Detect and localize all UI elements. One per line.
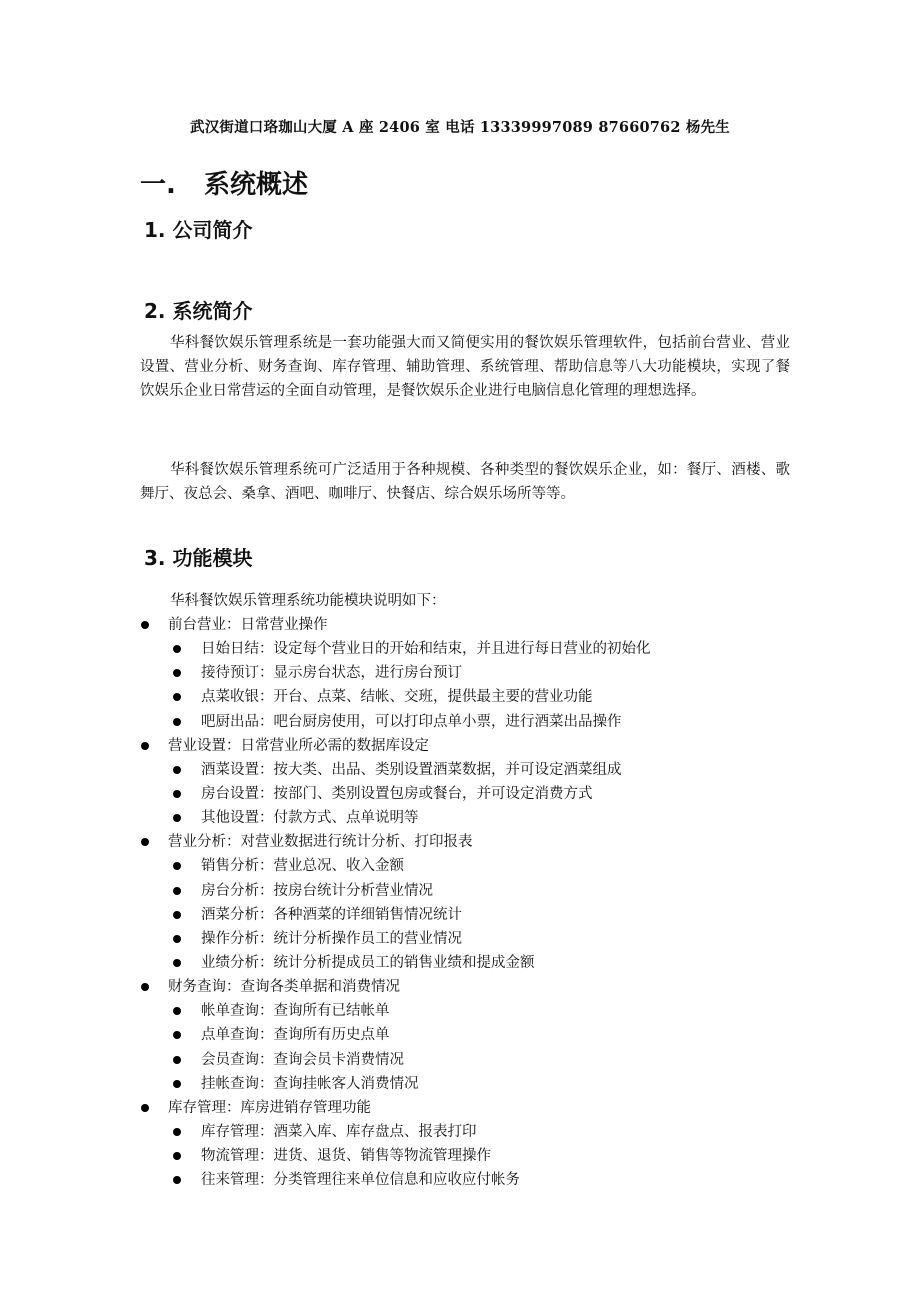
module-label: 营业设置：日常营业所必需的数据库设定 bbox=[168, 737, 429, 754]
module-subitem-label: 会员查询：查询会员卡消费情况 bbox=[201, 1051, 404, 1068]
bullet-icon bbox=[173, 1128, 181, 1136]
module-subitem-label: 点菜收银：开台、点菜、结帐、交班，提供最主要的营业功能 bbox=[201, 689, 593, 706]
module-subitem bbox=[140, 927, 800, 951]
module-subitem-label: 业绩分析：统计分析提成员工的销售业绩和提成金额 bbox=[201, 954, 535, 971]
modules-intro-text: 华科餐饮娱乐管理系统功能模块说明如下： bbox=[170, 593, 446, 609]
module-subitem bbox=[140, 637, 800, 661]
module-subitem bbox=[140, 1120, 800, 1144]
module-subitem bbox=[140, 1144, 800, 1168]
bullet-icon bbox=[173, 669, 181, 677]
module-subitem bbox=[140, 1168, 800, 1192]
section-heading-system-overview bbox=[140, 164, 308, 201]
bullet-icon bbox=[173, 814, 181, 822]
module-item bbox=[140, 1096, 800, 1120]
bullet-icon bbox=[173, 645, 181, 653]
bullet-icon bbox=[173, 1056, 181, 1064]
heading-company-intro: 1. 公司简介 bbox=[144, 218, 253, 242]
module-subitem bbox=[140, 1048, 800, 1072]
module-subitem bbox=[140, 903, 800, 927]
module-subitem-label: 酒菜分析：各种酒菜的详细销售情况统计 bbox=[201, 906, 462, 923]
module-label: 前台营业：日常营业操作 bbox=[168, 617, 328, 633]
module-label: 财务查询：查询各类单据和消费情况 bbox=[168, 979, 400, 996]
bullet-icon bbox=[173, 1152, 181, 1160]
module-subitem-label: 销售分析：营业总况、收入金额 bbox=[201, 858, 404, 875]
module-item bbox=[140, 975, 800, 999]
bullet-icon bbox=[173, 935, 181, 943]
bullet-icon bbox=[173, 862, 181, 870]
bullet-icon bbox=[173, 1031, 181, 1039]
module-subitem bbox=[140, 951, 800, 975]
module-subitem-label: 点单查询：查询所有历史点单 bbox=[201, 1027, 390, 1044]
bullet-icon bbox=[141, 983, 149, 991]
module-subitem bbox=[140, 1072, 800, 1096]
module-subitem bbox=[140, 685, 800, 709]
bullet-icon bbox=[141, 621, 149, 629]
bullet-icon bbox=[141, 742, 149, 750]
module-subitem-label: 库存管理：酒菜入库、库存盘点、报表打印 bbox=[201, 1123, 477, 1140]
module-subitem bbox=[140, 758, 800, 782]
module-subitem-label: 挂帐查询：查询挂帐客人消费情况 bbox=[201, 1075, 419, 1092]
system-intro-paragraph-1: 华科餐饮娱乐管理系统是一套功能强大而又简便实用的餐饮娱乐管理软件，包括前台营业、营业设置、营业分析、财务查询、库存管理、辅助管理、系统管理、帮助信息等八大功能模块，实现了餐饮娱乐企业日常营运的全面自动管理，是餐饮娱乐企业进行电脑信息化管理的理想选择。 bbox=[140, 335, 790, 400]
module-subitem-label: 往来管理：分类管理往来单位信息和应收应付帐务 bbox=[201, 1172, 520, 1189]
module-subitem-label: 操作分析：统计分析操作员工的营业情况 bbox=[201, 930, 462, 947]
heading-system-intro: 2. 系统简介 bbox=[144, 299, 253, 323]
bullet-icon bbox=[173, 766, 181, 774]
module-item bbox=[140, 830, 800, 854]
module-item bbox=[140, 613, 800, 637]
module-subitem bbox=[140, 854, 800, 878]
bullet-icon bbox=[173, 718, 181, 726]
bullet-icon bbox=[173, 1007, 181, 1015]
module-subitem-label: 物流管理：进货、退货、销售等物流管理操作 bbox=[201, 1148, 491, 1165]
section-title: 系统概述 bbox=[204, 170, 309, 200]
module-subitem-label: 酒菜设置：按大类、出品、类别设置酒菜数据，并可设定酒菜组成 bbox=[201, 761, 622, 778]
bullet-icon bbox=[173, 1080, 181, 1088]
module-subitem-label: 帐单查询：查询所有已结帐单 bbox=[201, 1003, 390, 1020]
module-subitem-label: 接待预订：显示房台状态，进行房台预订 bbox=[201, 665, 462, 682]
module-item bbox=[140, 734, 800, 758]
module-subitem bbox=[140, 1023, 800, 1047]
module-subitem bbox=[140, 710, 800, 734]
bullet-icon bbox=[173, 790, 181, 798]
module-subitem bbox=[140, 806, 800, 830]
section-number: 一. bbox=[140, 170, 176, 200]
module-label: 库存管理：库房进销存管理功能 bbox=[168, 1099, 371, 1116]
heading-function-modules: 3. 功能模块 bbox=[144, 546, 253, 570]
bullet-icon bbox=[173, 959, 181, 967]
bullet-icon bbox=[173, 693, 181, 701]
module-subitem-label: 吧厨出品：吧台厨房使用，可以打印点单小票，进行酒菜出品操作 bbox=[201, 713, 622, 730]
module-subitem bbox=[140, 999, 800, 1023]
contact-header: 武汉街道口珞珈山大厦 A 座 2406 室 电话 13339997089 87660762 杨先生 bbox=[190, 119, 730, 136]
bullet-icon bbox=[141, 1104, 149, 1112]
module-label: 营业分析：对营业数据进行统计分析、打印报表 bbox=[168, 834, 473, 851]
module-subitem-label: 其他设置：付款方式、点单说明等 bbox=[201, 810, 419, 827]
module-subitem-label: 日始日结：设定每个营业日的开始和结束，并且进行每日营业的初始化 bbox=[201, 641, 651, 658]
module-subitem-label: 房台设置：按部门、类别设置包房或餐台，并可设定消费方式 bbox=[201, 785, 593, 802]
system-intro-paragraph-2: 华科餐饮娱乐管理系统可广泛适用于各种规模、各种类型的餐饮娱乐企业，如：餐厅、酒楼、歌舞厅、夜总会、桑拿、酒吧、咖啡厅、快餐店、综合娱乐场所等等。 bbox=[140, 462, 790, 503]
bullet-icon bbox=[173, 1176, 181, 1184]
bullet-icon bbox=[141, 838, 149, 846]
module-list bbox=[140, 613, 800, 1192]
module-subitem bbox=[140, 879, 800, 903]
bullet-icon bbox=[173, 911, 181, 919]
module-subitem bbox=[140, 782, 800, 806]
module-subitem bbox=[140, 661, 800, 685]
module-subitem-label: 房台分析：按房台统计分析营业情况 bbox=[201, 882, 433, 899]
bullet-icon bbox=[173, 887, 181, 895]
